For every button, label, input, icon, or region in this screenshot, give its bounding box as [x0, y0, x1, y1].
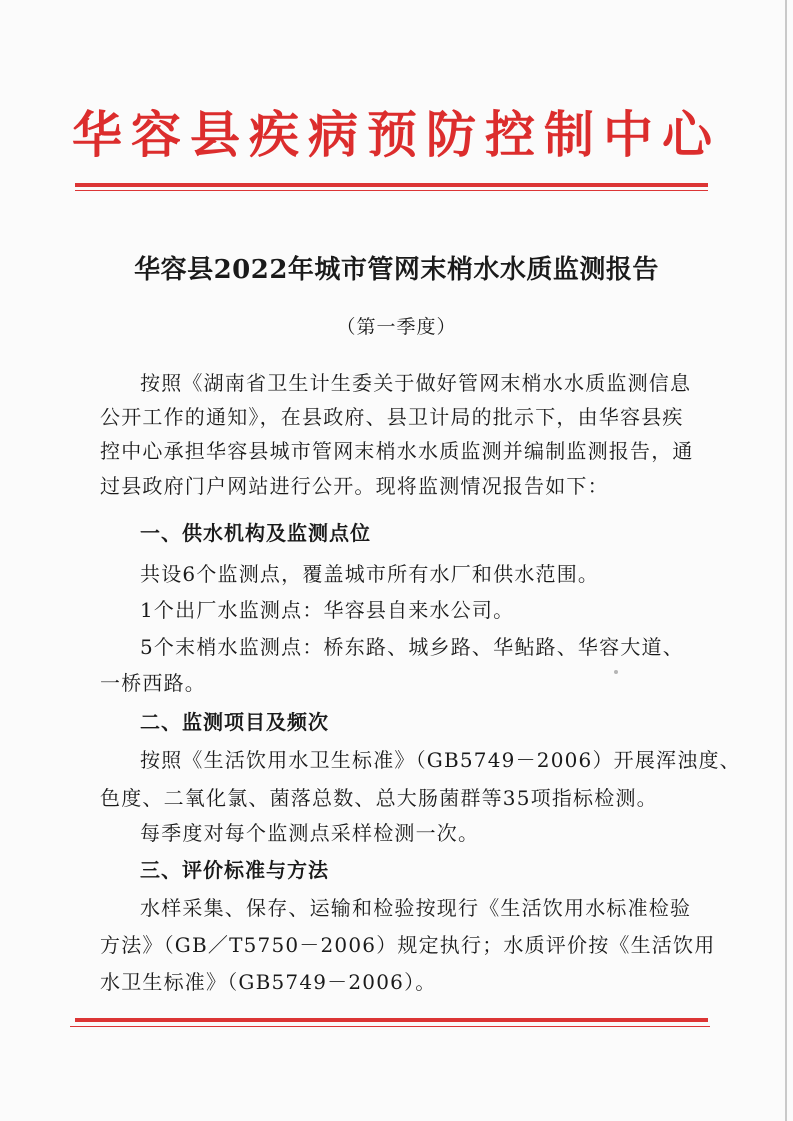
scan-dust-mark	[614, 670, 618, 674]
section-1-line-3: 5个末梢水监测点：桥东路、城乡路、华鲇路、华容大道、	[140, 635, 684, 659]
report-title: 华容县2022年城市管网末梢水水质监测报告	[134, 255, 659, 285]
scan-edge-mark	[785, 0, 787, 1121]
section-1-line-1: 共设6个监测点，覆盖城市所有水厂和供水范围。	[140, 562, 600, 586]
section-3-heading: 三、评价标准与方法	[140, 858, 329, 882]
intro-line-3: 控中心承担华容县城市管网末梢水水质监测并编制监测报告，通	[100, 439, 694, 463]
footer-rule-thick	[75, 1018, 708, 1022]
section-1-line-2: 1个出厂水监测点：华容县自来水公司。	[140, 598, 515, 622]
section-3-line-3: 水卫生标准》（GB5749－2006）。	[100, 970, 437, 994]
section-2-line-2: 色度、二氧化氯、菌落总数、总大肠菌群等35项指标检测。	[100, 786, 658, 810]
header-rule-thin	[75, 190, 708, 191]
section-2-line-3: 每季度对每个监测点采样检测一次。	[140, 821, 480, 845]
footer-rule-thin	[70, 1026, 710, 1027]
org-letterhead: 华容县疾病预防控制中心	[72, 105, 721, 164]
intro-line-2: 公开工作的通知》，在县政府、县卫计局的批示下，由华容县疾	[100, 405, 684, 429]
header-rule-thick	[75, 183, 708, 187]
report-subtitle: （第一季度）	[336, 316, 457, 338]
section-3-line-2: 方法》（GB／T5750－2006）规定执行；水质评价按《生活饮用	[100, 933, 716, 957]
section-3-line-1: 水样采集、保存、运输和检验按现行《生活饮用水标准检验	[140, 896, 692, 920]
section-2-line-1: 按照《生活饮用水卫生标准》（GB5749－2006）开展浑浊度、	[140, 748, 741, 772]
section-1-line-4: 一桥西路。	[100, 671, 206, 695]
intro-line-1: 按照《湖南省卫生计生委关于做好管网末梢水水质监测信息	[140, 371, 692, 395]
intro-line-4: 过县政府门户网站进行公开。现将监测情况报告如下：	[100, 474, 609, 498]
section-1-heading: 一、供水机构及监测点位	[140, 521, 371, 545]
section-2-heading: 二、监测项目及频次	[140, 710, 329, 734]
